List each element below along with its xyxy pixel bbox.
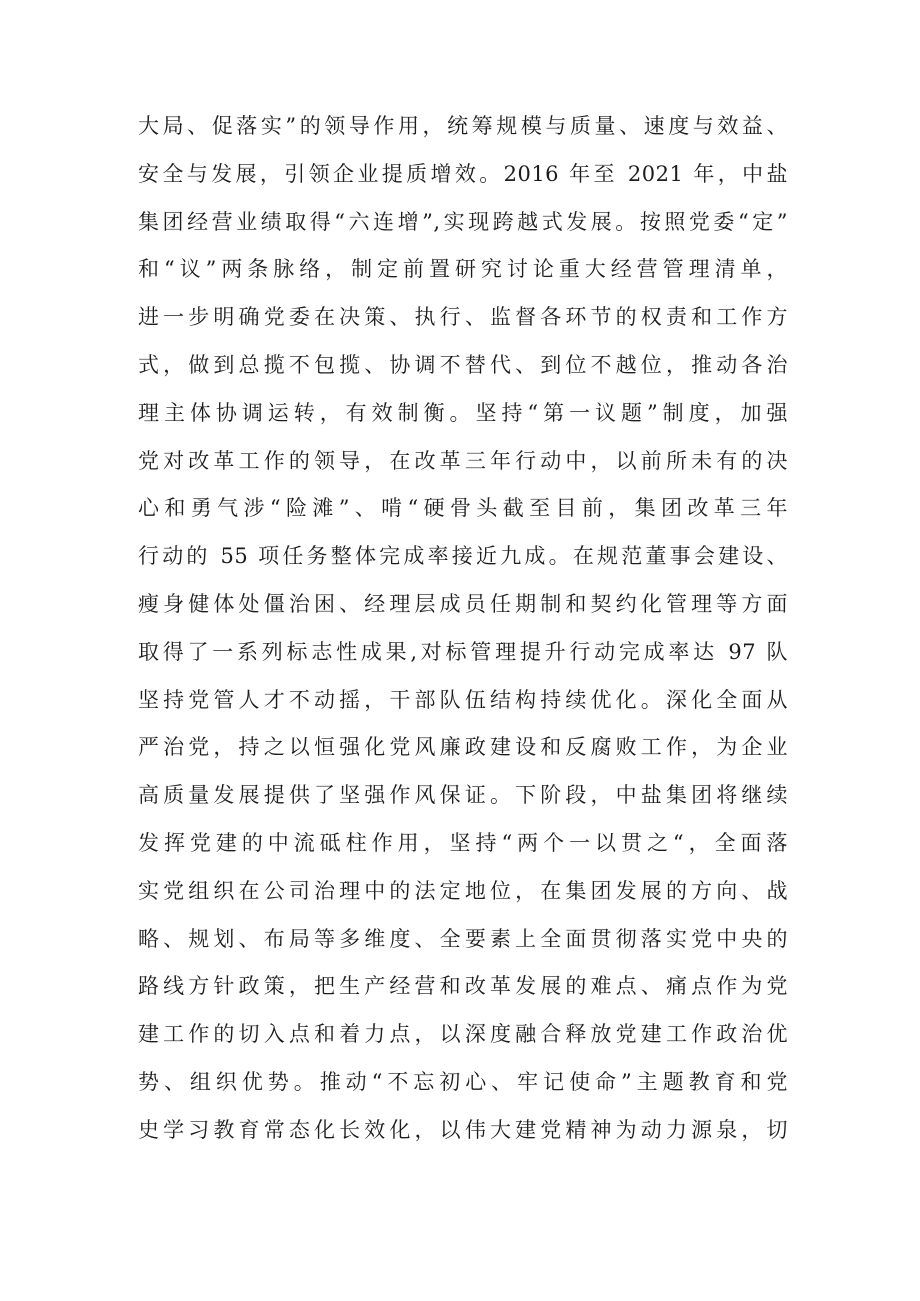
body-text [138,103,788,1155]
text-line: 党对改革工作的领导，在改革三年行动中，以前所未有的决 [138,448,788,473]
text-line: 行动的 55 项任务整体完成率接近九成。在规范董事会建设、 [138,544,788,569]
text-line: 严治党，持之以恒强化党风廉政建设和反腐败工作，为企业 [138,735,788,760]
text-line: 集团经营业绩取得“六连增”,实现跨越式发展。按照党委“定” [138,209,788,234]
text-line: 坚持党管人才不动摇，干部队伍结构持续优化。深化全面从 [138,687,788,712]
text-line: 取得了一系列标志性成果,对标管理提升行动完成率达 97 队 [138,639,788,664]
text-line: 安全与发展，引领企业提质增效。2016 年至 2021 年，中盐 [138,161,788,186]
text-line: 建工作的切入点和着力点，以深度融合释放党建工作政治优 [138,1022,788,1047]
text-line: 进一步明确党委在决策、执行、监督各环节的权责和工作方 [138,305,788,330]
text-line: 瘦身健体处僵治困、经理层成员任期制和契约化管理等方面 [138,591,788,616]
text-line: 发挥党建的中流砥柱作用，坚持“两个一以贯之“，全面落 [138,830,788,855]
text-line: 势、组织优势。推动“不忘初心、牢记使命”主题教育和党 [138,1069,788,1094]
text-line: 大局、促落实”的领导作用，统筹规模与质量、速度与效益、 [138,114,788,138]
text-line: 心和勇气涉“险滩”、啃“硬骨头截至目前，集团改革三年 [138,496,788,521]
text-line: 高质量发展提供了坚强作风保证。下阶段，中盐集团将继续 [138,783,788,808]
text-line: 路线方针政策，把生产经营和改革发展的难点、痛点作为党 [138,974,788,999]
text-line: 和“议”两条脉络，制定前置研究讨论重大经营管理清单， [138,257,788,282]
text-line: 略、规划、布局等多维度、全要素上全面贯彻落实党中央的 [138,926,788,951]
text-line: 史学习教育常态化长效化，以伟大建党精神为动力源泉，切 [138,1117,788,1142]
text-line: 式，做到总揽不包揽、协调不替代、到位不越位，推动各治 [138,352,788,377]
text-line: 实党组织在公司治理中的法定地位，在集团发展的方向、战 [138,878,788,903]
text-line: 理主体协调运转，有效制衡。坚持“第一议题”制度，加强 [138,400,788,425]
